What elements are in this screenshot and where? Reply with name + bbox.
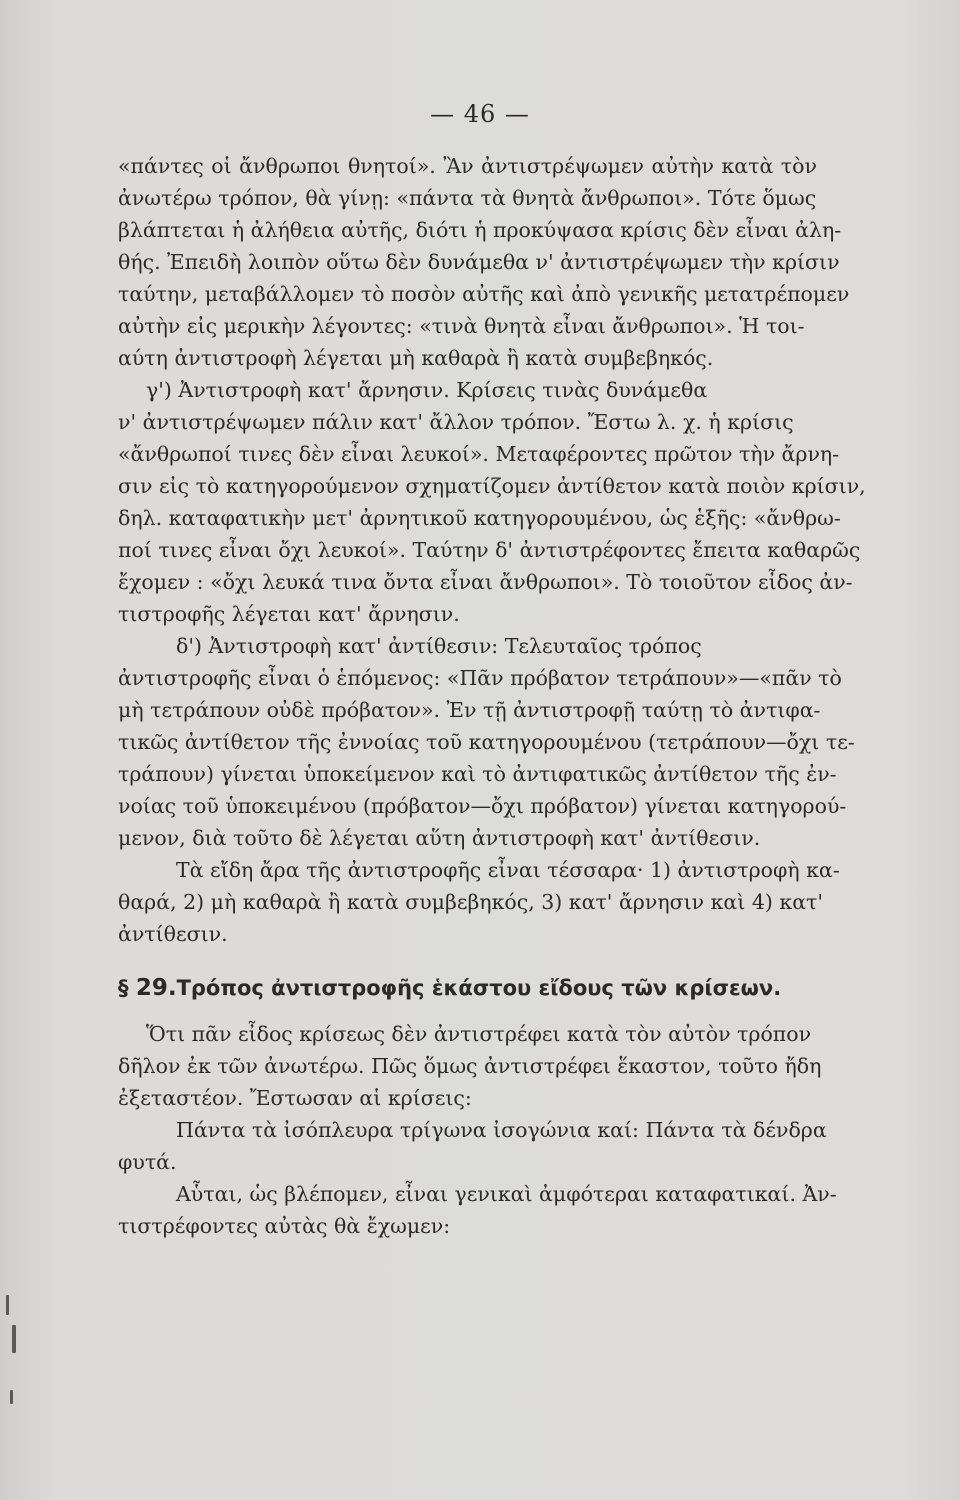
text-line: αὐτὴν εἰς μερικὴν λέγοντες: «τινὰ θνητὰ εἶναι ἄνθρωποι». Ἡ τοι- — [118, 314, 805, 338]
text-line: τιστροφῆς λέγεται κατ' ἄρνησιν. — [118, 602, 460, 626]
text-line: αύτη ἀντιστροφὴ λέγεται μὴ καθαρὰ ἢ κατὰ συμβεβηκός. — [118, 346, 714, 370]
text-line: ἀντιστροφῆς εἶναι ὁ ἑπόμενος: «Πᾶν πρόβατον τετράπουν»—«πᾶν τὸ — [118, 666, 842, 690]
text-line: ἀνωτέρω τρόπον, θὰ γίνῃ: «πάντα τὰ θνητὰ ἄνθρωποι». Τότε ὅμως — [118, 186, 817, 210]
section-number: 29. — [135, 975, 177, 1001]
text-line: «πάντες οἱ ἄνθρωποι θνητοί». Ἂν ἀντιστρέψωμεν αὐτὴν κατὰ τὸν — [118, 154, 817, 178]
scan-edge-mark — [6, 1295, 9, 1315]
text-line: τράπουν) γίνεται ὑποκείμενον καὶ τὸ ἀντιφατικῶς ἀντίθετον τῆς ἐν- — [118, 762, 837, 786]
section-heading — [118, 968, 960, 1008]
text-line: θής. Ἐπειδὴ λοιπὸν οὕτω δὲν δυνάμεθα ν' ἀντιστρέψωμεν τὴν κρίσιν — [118, 250, 840, 274]
text-line: τικῶς ἀντίθετον τῆς ἐννοίας τοῦ κατηγορουμένου (τετράπουν—ὄχι τε- — [118, 730, 855, 754]
text-line: Πάντα τὰ ἰσόπλευρα τρίγωνα ἰσογώνια καί: Πάντα τὰ δένδρα — [176, 1118, 827, 1142]
text-line: μενον, διὰ τοῦτο δὲ λέγεται αὕτη ἀντιστροφὴ κατ' ἀντίθεσιν. — [118, 826, 761, 850]
page-number: — 46 — — [430, 100, 530, 128]
text-line: δ') Ἀντιστροφὴ κατ' ἀντίθεσιν: Τελευταῖος τρόπος — [176, 634, 702, 658]
text-line: φυτά. — [118, 1150, 177, 1174]
text-line: ποί τινες εἶναι ὄχι λευκοί». Ταύτην δ' ἀντιστρέφοντες ἔπειτα καθαρῶς — [118, 538, 861, 562]
text-line: ν' ἀντιστρέψωμεν πάλιν κατ' ἄλλον τρόπον. Ἔστω λ. χ. ἡ κρίσις — [118, 410, 794, 434]
text-line: ἔχομεν : «ὄχι λευκά τινα ὄντα εἶναι ἄνθρωποι». Τὸ τοιοῦτον εἶδος ἀν- — [118, 570, 853, 594]
text-line: σιν εἰς τὸ κατηγορούμενον σχηματίζομεν ἀντίθετον κατὰ ποιὸν κρίσιν, — [118, 474, 866, 498]
text-line: νοίας τοῦ ὑποκειμένου (πρόβατον—ὄχι πρόβατον) γίνεται κατηγορού- — [118, 794, 847, 818]
text-line: θαρά, 2) μὴ καθαρὰ ἢ κατὰ συμβεβηκός, 3) κατ' ἄρνησιν καὶ 4) κατ' — [118, 890, 824, 914]
text-line: ἐξεταστέον. Ἔστωσαν αἱ κρίσεις: — [118, 1086, 472, 1110]
text-line: τιστρέφοντες αὐτὰς θὰ ἔχωμεν: — [118, 1214, 451, 1238]
text-line: «ἄνθρωποί τινες δὲν εἶναι λευκοί». Μεταφέροντες πρῶτον τὴν ἄρνη- — [118, 442, 840, 466]
section-title: Τρόπος ἀντιστροφῆς ἑκάστου εἴδους τῶν κρίσεων. — [176, 976, 782, 1000]
scan-edge-mark — [10, 1390, 13, 1404]
text-line: δηλ. καταφατικὴν μετ' ἀρνητικοῦ κατηγορουμένου, ὡς ἑξῆς: «ἄνθρω- — [118, 506, 841, 530]
text-line: Τὰ εἴδη ἄρα τῆς ἀντιστροφῆς εἶναι τέσσαρα· 1) ἀντιστροφὴ κα- — [176, 858, 840, 882]
text-line: δῆλον ἐκ τῶν ἀνωτέρω. Πῶς ὅμως ἀντιστρέφει ἕκαστον, τοῦτο ἤδη — [118, 1054, 822, 1078]
text-line: Ὅτι πᾶν εἶδος κρίσεως δὲν ἀντιστρέφει κατὰ τὸν αὐτὸν τρόπον — [146, 1022, 812, 1046]
text-line: μὴ τετράπουν οὐδὲ πρόβατον». Ἐν τῇ ἀντιστροφῇ ταύτῃ τὸ ἀντιφα- — [118, 698, 821, 722]
section-gap — [118, 950, 960, 968]
text-line: ταύτην, μεταβάλλομεν τὸ ποσὸν αὐτῆς καὶ ἀπὸ γενικῆς μετατρέπομεν — [118, 282, 850, 306]
text-line: βλάπτεται ἡ ἀλήθεια αὐτῆς, διότι ἡ προκύψασα κρίσις δὲν εἶναι ἀλη- — [118, 218, 842, 242]
text-line: Αὗται, ὡς βλέπομεν, εἶναι γενικαὶ ἀμφότεραι καταφατικαί. Ἀν- — [176, 1182, 837, 1206]
section-gap — [118, 1008, 960, 1018]
text-body — [118, 150, 960, 1242]
section-sign: § — [118, 976, 129, 1000]
scan-edge-mark — [12, 1325, 16, 1353]
text-line: ἀντίθεσιν. — [118, 922, 228, 946]
text-line: γ') Ἀντιστροφὴ κατ' ἄρνησιν. Κρίσεις τινὰς δυνάμεθα — [146, 378, 708, 402]
